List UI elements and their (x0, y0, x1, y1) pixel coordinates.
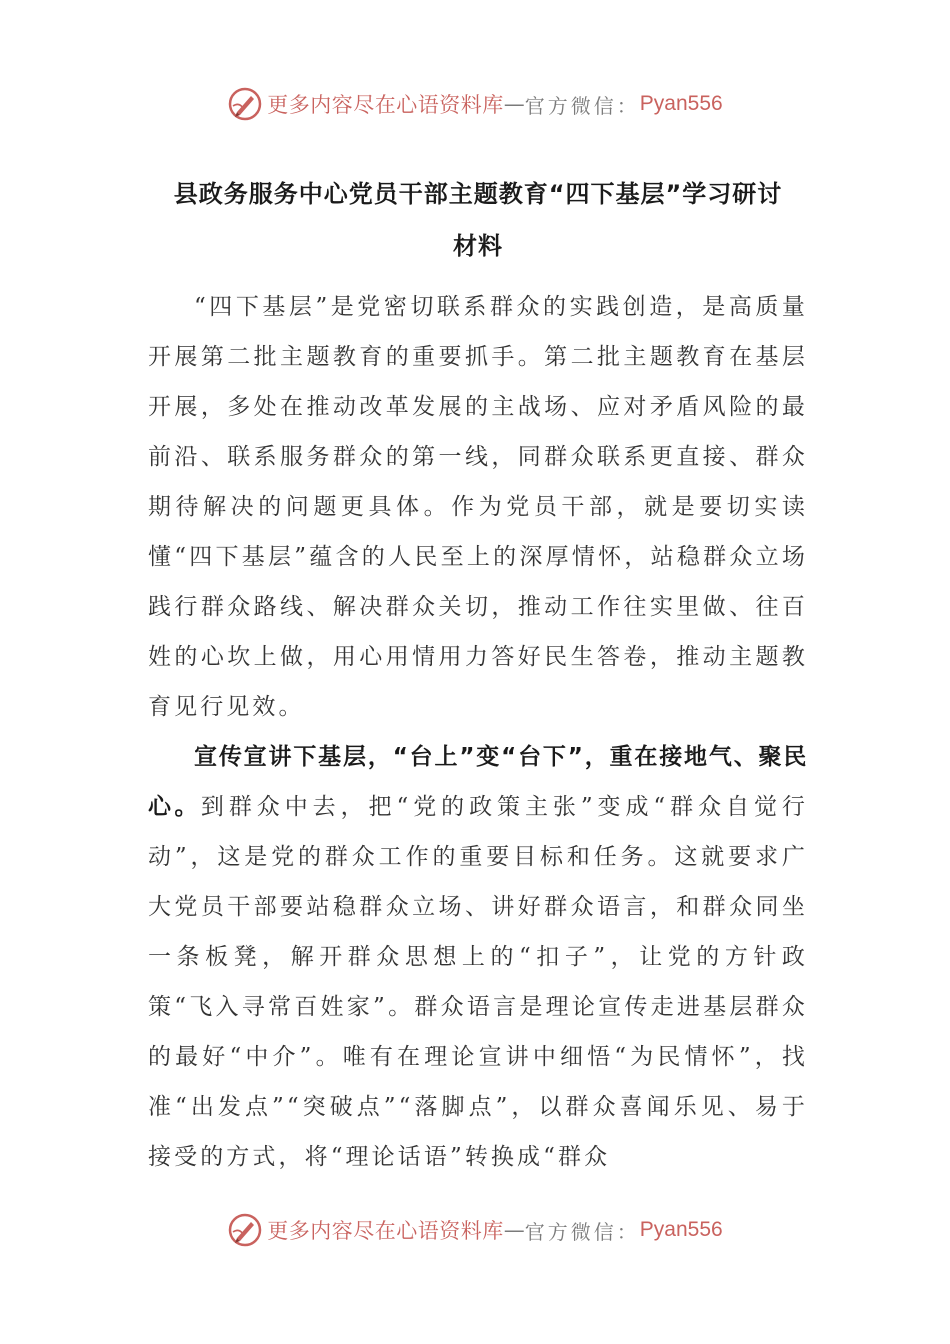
pen-logo-icon (227, 86, 263, 122)
watermark-separator: — (503, 92, 525, 116)
watermark-handle: Pyan556 (639, 92, 723, 115)
document-body (148, 282, 808, 1182)
title-line-1: 县政务服务中心党员干部主题教育“四下基层”学习研讨 (173, 180, 783, 208)
title-line-2: 材料 (453, 232, 503, 260)
watermark-separator: — (503, 1218, 525, 1242)
watermark-brand: 更多内容尽在心语资料库 (267, 93, 504, 117)
paragraph-2-text: 到群众中去，把“党的政策主张”变成“群众自觉行动”，这是党的群众工作的重要目标和任务。这就要求广大党员干部要站稳群众立场、讲好群众语言，和群众同坐一条板凳，解开群众思想上的“扣子”，让党的方针政策“飞入寻常百姓家”。群众语言是理论宣传走进基层群众的最好“中介”。唯有在理论宣讲中细悟“为民情怀”，找准“出发点”“突破点”“落脚点”，以群众喜闻乐见、易于接受的方式，将“理论话语”转换成“群众 (148, 794, 808, 1170)
watermark-handle: Pyan556 (639, 1218, 723, 1241)
header-watermark (0, 82, 950, 126)
paragraph-2 (148, 732, 808, 1182)
watermark-label: 官方微信： (524, 1219, 640, 1244)
watermark-label: 官方微信： (524, 93, 640, 118)
pen-logo-icon (227, 1212, 263, 1248)
document-title (148, 168, 808, 272)
paragraph-2-lead: 宣传宣讲下基层，“台上”变“台下”，重在接地气、聚民心。 (148, 744, 808, 820)
paragraph-1: “四下基层”是党密切联系群众的实践创造，是高质量开展第二批主题教育的重要抓手。第二批主题教育在基层开展，多处在推动改革发展的主战场、应对矛盾风险的最前沿、联系服务群众的第一线，同群众联系更直接、群众期待解决的问题更具体。作为党员干部，就是要切实读懂“四下基层”蕴含的人民至上的深厚情怀，站稳群众立场践行群众路线、解决群众关切，推动工作往实里做、往百姓的心坎上做，用心用情用力答好民生答卷，推动主题教育见行见效。 (148, 294, 808, 720)
watermark-brand: 更多内容尽在心语资料库 (267, 1219, 504, 1243)
footer-watermark (0, 1208, 950, 1252)
